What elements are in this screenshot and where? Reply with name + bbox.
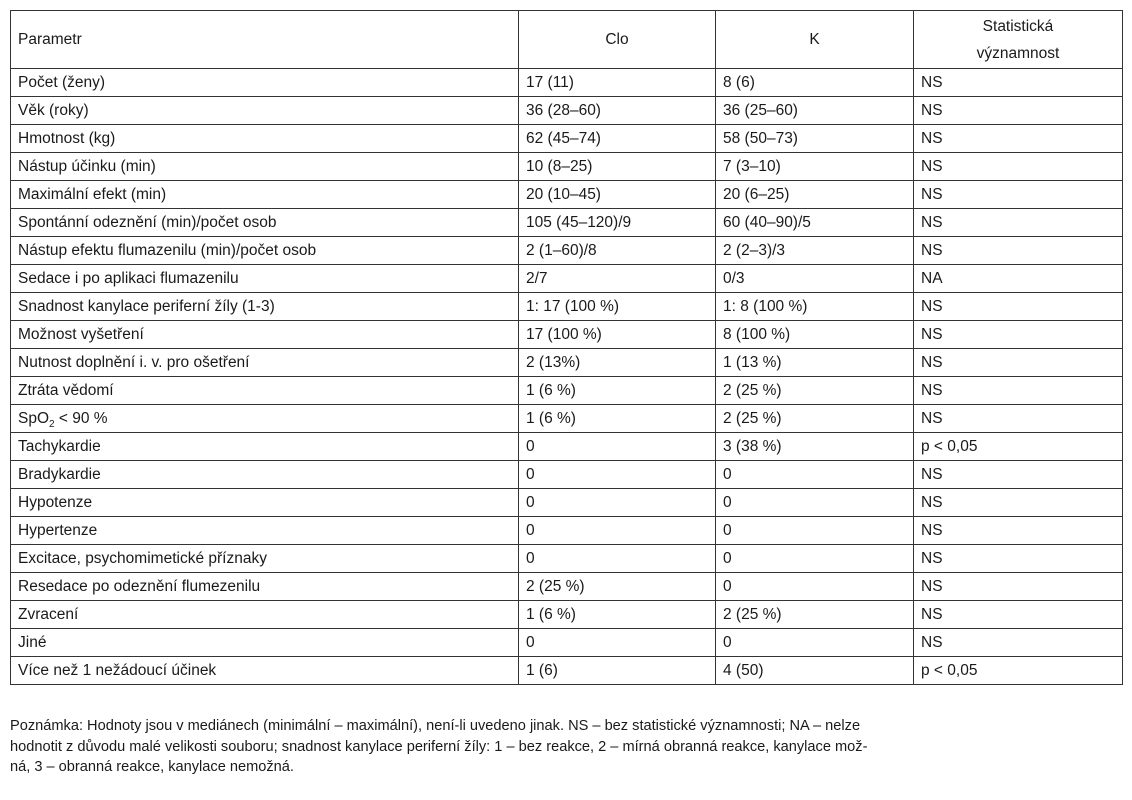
cell-k: 3 (38 %) [716,433,914,461]
cell-parametr: Zvracení [11,601,519,629]
table-row [11,573,1123,601]
note-line-1: Poznámka: Hodnoty jsou v mediánech (minimální – maximální), není-li uvedeno jinak. NS – bez statistické významnosti; NA – nelze [10,718,861,734]
cell-k: 4 (50) [716,657,914,685]
cell-clo: 0 [519,545,716,573]
cell-k: 58 (50–73) [716,125,914,153]
cell-clo: 0 [519,629,716,657]
cell-vyznamnost: NS [914,69,1123,97]
table-row [11,293,1123,321]
cell-parametr: Excitace, psychomimetické příznaky [11,545,519,573]
cell-k: 7 (3–10) [716,153,914,181]
cell-parametr: Hypotenze [11,489,519,517]
header-parametr: Parametr [11,11,519,69]
cell-k: 0/3 [716,265,914,293]
cell-k: 8 (100 %) [716,321,914,349]
table-row [11,265,1123,293]
cell-parametr: Resedace po odeznění flumezenilu [11,573,519,601]
cell-clo: 1 (6) [519,657,716,685]
table-row [11,153,1123,181]
cell-clo: 1 (6 %) [519,601,716,629]
cell-vyznamnost: NS [914,97,1123,125]
cell-k: 1 (13 %) [716,349,914,377]
cell-vyznamnost: NS [914,405,1123,433]
cell-clo: 0 [519,433,716,461]
cell-clo: 2 (13%) [519,349,716,377]
cell-vyznamnost: NS [914,209,1123,237]
cell-k: 0 [716,461,914,489]
cell-clo: 20 (10–45) [519,181,716,209]
cell-parametr: Možnost vyšetření [11,321,519,349]
cell-parametr: Věk (roky) [11,97,519,125]
cell-clo: 0 [519,489,716,517]
cell-clo: 0 [519,517,716,545]
header-clo: Clo [519,11,716,69]
cell-parametr: Maximální efekt (min) [11,181,519,209]
cell-vyznamnost: NS [914,377,1123,405]
cell-clo: 62 (45–74) [519,125,716,153]
cell-vyznamnost: NS [914,573,1123,601]
cell-clo: 0 [519,461,716,489]
table-row [11,461,1123,489]
cell-parametr: Hmotnost (kg) [11,125,519,153]
cell-clo: 1 (6 %) [519,405,716,433]
table-row [11,321,1123,349]
cell-vyznamnost: NS [914,321,1123,349]
cell-k: 0 [716,517,914,545]
cell-parametr: Jiné [11,629,519,657]
cell-k: 60 (40–90)/5 [716,209,914,237]
cell-parametr: Nutnost doplnění i. v. pro ošetření [11,349,519,377]
cell-vyznamnost: NS [914,461,1123,489]
table-row [11,489,1123,517]
cell-k: 0 [716,545,914,573]
table-row [11,377,1123,405]
cell-clo: 10 (8–25) [519,153,716,181]
table-row [11,517,1123,545]
cell-parametr: Tachykardie [11,433,519,461]
cell-vyznamnost: NS [914,517,1123,545]
cell-vyznamnost: NS [914,125,1123,153]
table-row [11,601,1123,629]
cell-k: 36 (25–60) [716,97,914,125]
cell-parametr: Hypertenze [11,517,519,545]
cell-clo: 36 (28–60) [519,97,716,125]
cell-parametr: SpO$_2$ < 90 % [11,405,519,433]
cell-k: 0 [716,629,914,657]
table-row [11,349,1123,377]
cell-vyznamnost: NS [914,545,1123,573]
table-note [10,716,1122,778]
table-body [11,69,1123,685]
header-row [11,11,1123,69]
cell-parametr: Spontánní odeznění (min)/počet osob [11,209,519,237]
header-k: K [716,11,914,69]
header-statisticka-vyznamnost [914,11,1123,69]
cell-k: 2 (25 %) [716,405,914,433]
cell-k: 1: 8 (100 %) [716,293,914,321]
cell-parametr: Nástup účinku (min) [11,153,519,181]
table-row [11,657,1123,685]
cell-clo: 1: 17 (100 %) [519,293,716,321]
cell-vyznamnost: p < 0,05 [914,657,1123,685]
cell-vyznamnost: NS [914,237,1123,265]
cell-k: 0 [716,489,914,517]
cell-parametr: Nástup efektu flumazenilu (min)/počet osob [11,237,519,265]
table-row [11,125,1123,153]
cell-k: 2 (25 %) [716,377,914,405]
note-line-3: ná, 3 – obranná reakce, kanylace nemožná. [10,759,294,775]
cell-parametr: Bradykardie [11,461,519,489]
cell-vyznamnost: NS [914,601,1123,629]
cell-parametr: Ztráta vědomí [11,377,519,405]
cell-vyznamnost: p < 0,05 [914,433,1123,461]
cell-vyznamnost: NS [914,181,1123,209]
cell-clo: 2 (25 %) [519,573,716,601]
cell-clo: 105 (45–120)/9 [519,209,716,237]
cell-parametr: Sedace i po aplikaci flumazenilu [11,265,519,293]
cell-k: 2 (25 %) [716,601,914,629]
cell-vyznamnost: NS [914,349,1123,377]
header-stat-line-1: Statistická [982,17,1054,35]
cell-parametr: Snadnost kanylace periferní žíly (1-3) [11,293,519,321]
cell-k: 20 (6–25) [716,181,914,209]
table-row [11,433,1123,461]
cell-clo: 1 (6 %) [519,377,716,405]
table-row [11,69,1123,97]
table-row [11,209,1123,237]
cell-clo: 17 (100 %) [519,321,716,349]
table-row [11,629,1123,657]
cell-k: 0 [716,573,914,601]
note-line-2: hodnotit z důvodu malé velikosti souboru; snadnost kanylace periferní žíly: 1 – bez reakce, 2 – mírná obranná reakce, kanylace mož- [10,738,868,755]
table-row [11,545,1123,573]
table-row [11,181,1123,209]
table-row [11,405,1123,433]
cell-k: 2 (2–3)/3 [716,237,914,265]
cell-clo: 2 (1–60)/8 [519,237,716,265]
cell-vyznamnost: NS [914,153,1123,181]
cell-clo: 17 (11) [519,69,716,97]
cell-vyznamnost: NA [914,265,1123,293]
cell-vyznamnost: NS [914,489,1123,517]
cell-parametr: Počet (ženy) [11,69,519,97]
results-table [10,10,1123,685]
table-row [11,237,1123,265]
cell-vyznamnost: NS [914,293,1123,321]
cell-clo: 2/7 [519,265,716,293]
table-header [11,11,1123,69]
cell-vyznamnost: NS [914,629,1123,657]
cell-k: 8 (6) [716,69,914,97]
table-row [11,97,1123,125]
header-stat-line-2: významnost [976,44,1060,62]
cell-parametr: Více než 1 nežádoucí účinek [11,657,519,685]
